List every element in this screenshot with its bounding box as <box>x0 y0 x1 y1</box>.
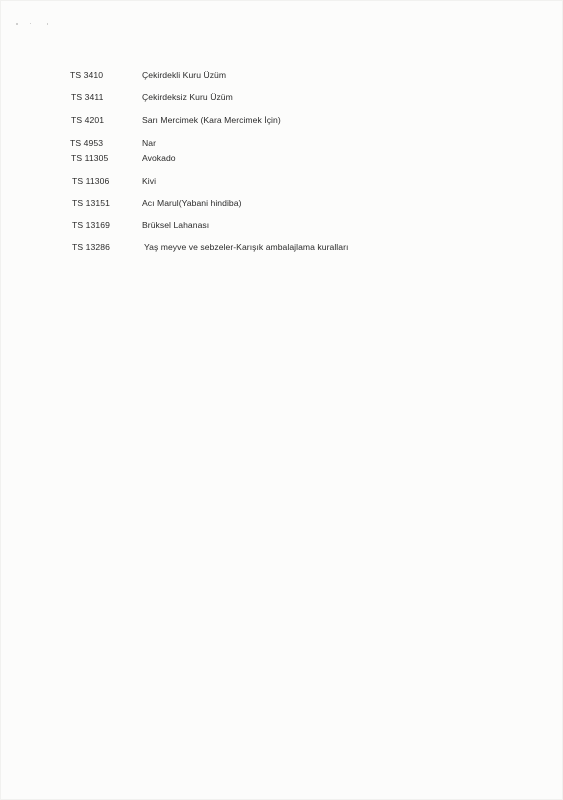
standard-row <box>0 138 563 152</box>
standard-code: TS 11306 <box>72 176 110 186</box>
standard-code: TS 13169 <box>72 220 111 230</box>
standard-name: Nar <box>142 138 156 148</box>
standard-code: TS 13151 <box>72 198 111 208</box>
standard-name: Sarı Mercimek (Kara Mercimek İçin) <box>142 115 281 125</box>
standard-code: TS 3410 <box>70 70 104 80</box>
standard-code: TS 11305 <box>71 153 109 163</box>
standard-name: Yaş meyve ve sebzeler-Karışık ambalajlama kuralları <box>144 242 349 252</box>
standard-row <box>0 92 563 106</box>
standard-name: Çekirdeksiz Kuru Üzüm <box>142 92 233 102</box>
standard-row <box>0 242 563 256</box>
standard-row <box>0 70 563 84</box>
standard-row <box>0 115 563 129</box>
standard-name: Brüksel Lahanası <box>142 220 210 230</box>
standard-code: TS 4201 <box>71 115 105 125</box>
standard-name: Kivi <box>142 176 157 186</box>
standard-code: TS 3411 <box>71 92 104 102</box>
standard-name: Çekirdekli Kuru Üzüm <box>142 70 227 80</box>
standard-row <box>0 220 563 234</box>
standard-row <box>0 176 563 190</box>
standard-code: TS 4953 <box>70 138 104 148</box>
standard-name: Avokado <box>142 153 176 163</box>
standard-row <box>0 198 563 212</box>
standard-row <box>0 153 563 167</box>
standard-code: TS 13286 <box>72 242 111 252</box>
standard-name: Acı Marul(Yabani hindiba) <box>142 198 242 208</box>
